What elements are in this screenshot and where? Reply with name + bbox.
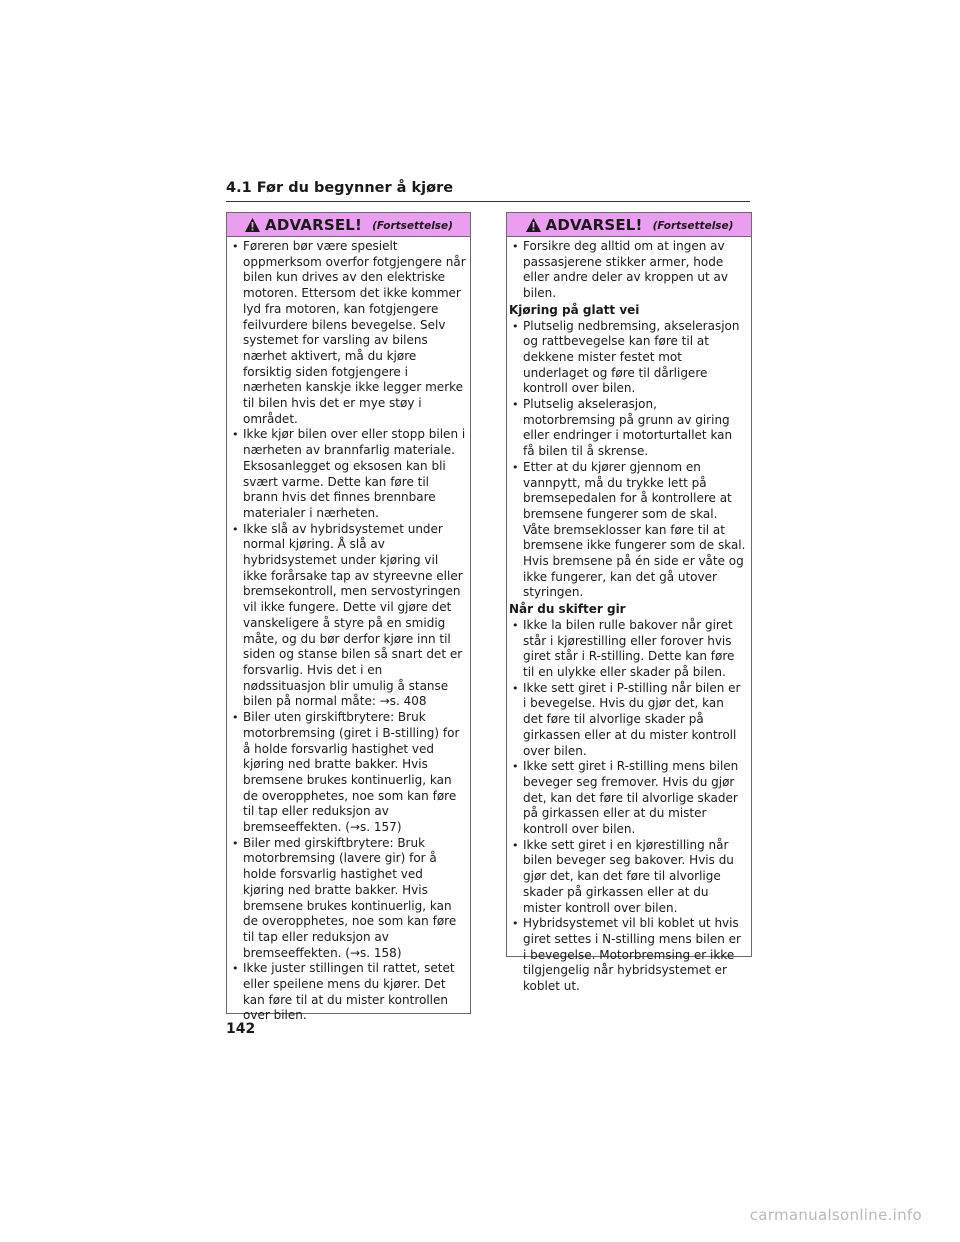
list-item: • Etter at du kjører gjennom en vannpytt, må du trykke lett på bremsepedalen for å kontrollere at bremsene fungerer som de skal. Våte bremseklosser kan føre til at bremsene ikke fungerer som de skal. Hvis bremsene på én side er våte og ikke fungerer, kan det gå utover styringen. xyxy=(509,460,747,601)
watermark: carmanualsonline.info xyxy=(749,1206,922,1224)
warning-box-right xyxy=(506,212,752,994)
list-item: • Ikke kjør bilen over eller stopp bilen i nærheten av brannfarlig materiale. Eksosanlegget og eksosen kan bli svært varme. Dette kan føre til brann hvis det finnes brennbare materialer i nærheten. xyxy=(229,427,466,521)
list-item: • Hybridsystemet vil bli koblet ut hvis giret settes i N-stilling mens bilen er i bevegelse. Motorbremsing er ikke tilgjengelig når hybridsystemet er koblet ut. xyxy=(509,916,747,995)
list-item: • Plutselig nedbremsing, akselerasjon og rattbevegelse kan føre til at dekkene mister festet mot underlaget og føre til dårligere kontroll over bilen. xyxy=(509,319,747,398)
warning-subtitle: (Fortsettelse) xyxy=(372,220,453,232)
warning-header xyxy=(507,213,751,237)
warning-triangle-icon xyxy=(525,217,542,233)
warning-header xyxy=(227,213,470,237)
list-item: • Ikke slå av hybridsystemet under normal kjøring. Å slå av hybridsystemet under kjøring vil ikke forårsake tap av styreevne eller bremsekontroll, men servostyringen vil ikke fungere. Dette vil gjøre det vanskeligere å styre på en smidig måte, og du bør derfor kjøre inn til siden og stanse bilen så snart det er forsvarlig. Hvis det i en nødssituasjon blir umulig å stanse bilen på normal måte: →s. 408 xyxy=(229,522,466,710)
list-item: • Ikke la bilen rulle bakover når giret står i kjørestilling eller forover hvis giret står i R-stilling. Dette kan føre til en ulykke eller skader på bilen. xyxy=(509,618,747,681)
list-item: • Ikke sett giret i P-stilling når bilen er i bevegelse. Hvis du gjør det, kan det føre til alvorlige skader på girkassen eller at du mister kontroll over bilen. xyxy=(509,681,747,760)
page-number: 142 xyxy=(226,1021,256,1037)
list-item: • Ikke juster stillingen til rattet, setet eller speilene mens du kjører. Det kan føre til at du mister kontrollen over bilen. xyxy=(229,961,466,1024)
list-item: • Ikke sett giret i R-stilling mens bilen beveger seg fremover. Hvis du gjør det, kan det føre til alvorlige skader på girkassen eller at du mister kontroll over bilen. xyxy=(509,759,747,838)
warning-title: ADVARSEL! xyxy=(545,215,643,234)
subheading-gear-shift: Når du skifter gir xyxy=(509,602,626,617)
warning-title: ADVARSEL! xyxy=(265,215,363,234)
list-item: • Biler uten girskiftbrytere: Bruk motorbremsing (giret i B-stilling) for å holde forsvarlig hastighet ved kjøring ned bratte bakker. Hvis bremsene brukes kontinuerlig, kan de overopphetes, noe som kan føre til tap eller reduksjon av bremseeffekten. (→s. 157) xyxy=(229,710,466,836)
warning-list xyxy=(509,319,747,602)
subheading-slippery-road: Kjøring på glatt vei xyxy=(509,302,640,317)
warning-triangle-icon xyxy=(244,217,261,233)
list-item: • Forsikre deg alltid om at ingen av passasjerene stikker armer, hode eller andre deler av kroppen ut av bilen. xyxy=(509,239,747,302)
list-item: • Plutselig akselerasjon, motorbremsing på grunn av giring eller endringer i motorturtallet kan få bilen til å skrense. xyxy=(509,397,747,460)
warning-list xyxy=(509,239,747,302)
list-item: • Ikke sett giret i en kjørestilling når bilen beveger seg bakover. Hvis du gjør det, kan det føre til alvorlige skader på girkassen eller at du mister kontroll over bilen. xyxy=(509,838,747,917)
section-title: 4.1 Før du begynner å kjøre xyxy=(226,179,750,202)
list-item: • Føreren bør være spesielt oppmerksom overfor fotgjengere når bilen kun drives av den elektriske motoren. Ettersom det ikke kommer lyd fra motoren, kan fotgjengere feilvurdere bilens bevegelse. Selv systemet for varsling av bilens nærhet aktivert, må du kjøre forsiktig siden fotgjengere i nærheten kanskje ikke legger merke til bilen hvis det er mye støy i området. xyxy=(229,239,466,427)
warning-list xyxy=(229,239,466,1024)
list-item: • Biler med girskiftbrytere: Bruk motorbremsing (lavere gir) for å holde forsvarlig hastighet ved kjøring ned bratte bakker. Hvis bremsene brukes kontinuerlig, kan de overopphetes, noe som kan føre til tap eller reduksjon av bremseeffekten. (→s. 158) xyxy=(229,836,466,962)
warning-box-left xyxy=(226,212,471,1023)
warning-subtitle: (Fortsettelse) xyxy=(652,220,734,232)
warning-list xyxy=(509,618,747,995)
